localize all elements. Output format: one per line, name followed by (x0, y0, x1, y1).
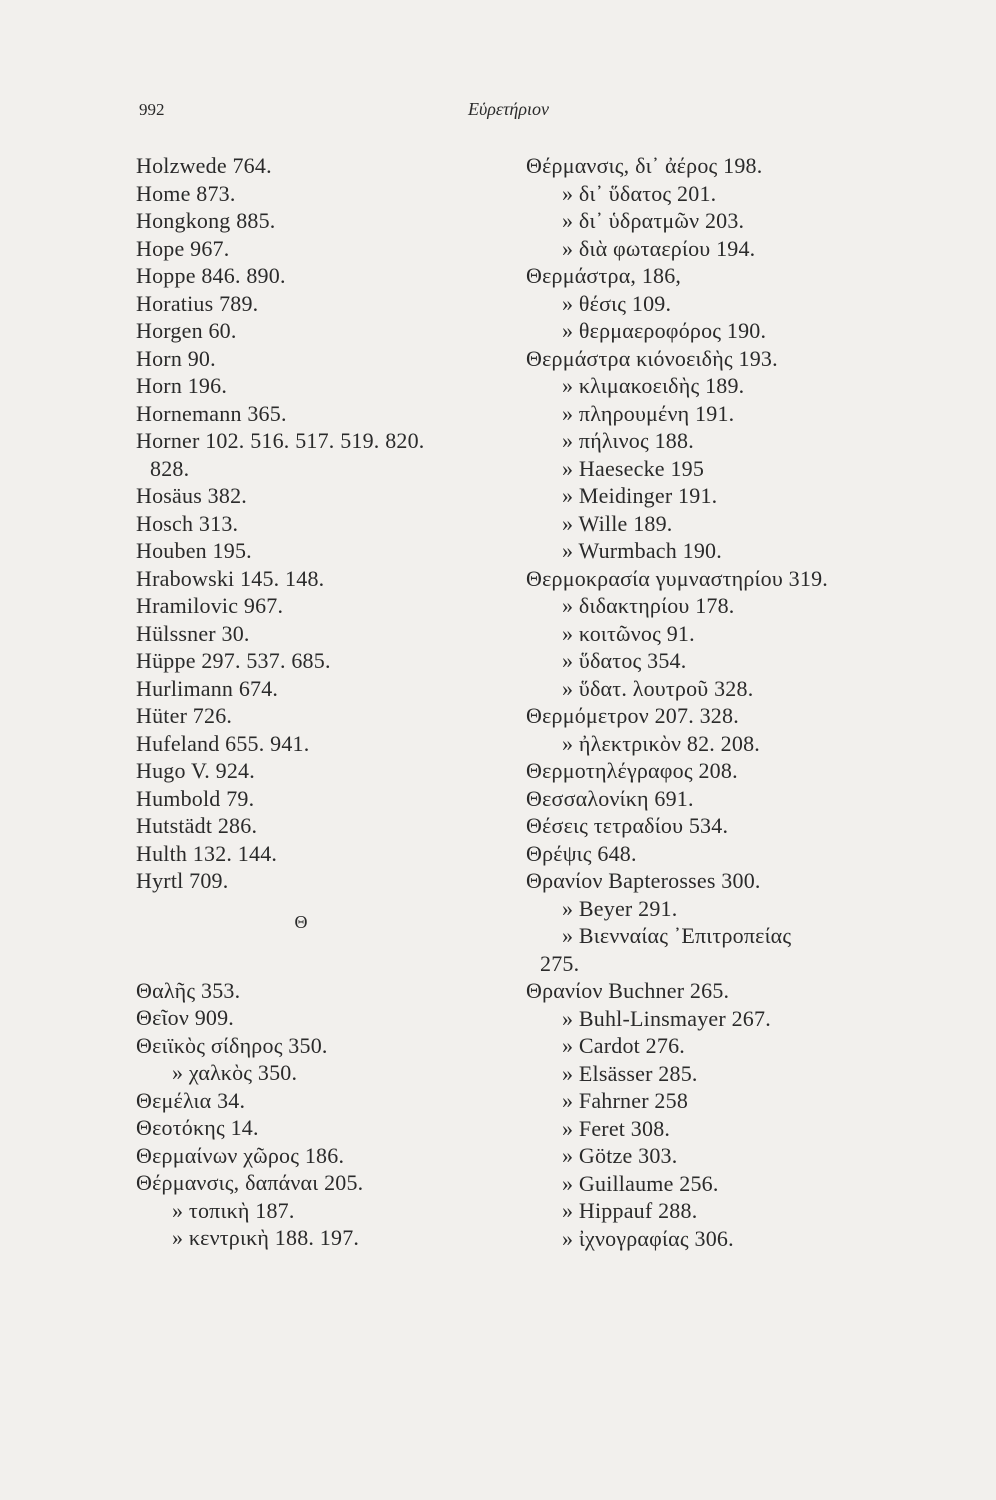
index-entry: Θερμάστρα, 186, (526, 263, 682, 288)
index-entry: » δι᾽ ὕδατος 201. (562, 180, 717, 206)
index-entry: Θερμοτηλέγραφος 208. (526, 758, 738, 783)
index-list-bottom (136, 977, 496, 1252)
index-list-right (526, 152, 926, 1252)
index-list-top (136, 152, 496, 895)
index-entry: 275. (540, 950, 580, 976)
index-entry: » διὰ φωταερίου 194. (562, 235, 756, 261)
index-entry: Hope 967. (136, 235, 230, 261)
index-entry: » δι᾽ ὑδρατμῶν 203. (562, 208, 745, 233)
index-entry: Hüppe 297. 537. 685. (136, 648, 331, 673)
index-entry: Θεμέλια 34. (136, 1087, 246, 1113)
index-entry: » Feret 308. (562, 1115, 671, 1141)
index-entry: » Elsässer 285. (562, 1060, 698, 1086)
index-entry: Θέσεις τετραδίου 534. (526, 813, 729, 838)
index-entry: » ὕδατος 354. (562, 648, 687, 673)
index-entry: » κοιτῶνος 91. (562, 620, 695, 646)
running-head: Εὑρετήριον (468, 99, 549, 119)
index-entry: Θεσσαλονίκη 691. (526, 785, 694, 811)
index-entry: Houben 195. (136, 538, 252, 563)
index-entry: » Wille 189. (562, 510, 673, 536)
index-entry: Hrabowski 145. 148. (136, 565, 325, 591)
index-entry: Horgen 60. (136, 318, 237, 343)
index-entry: » Guillaume 256. (562, 1170, 719, 1196)
index-entry: » κεντρικὴ 188. 197. (172, 1225, 360, 1250)
index-entry: Hramilovic 967. (136, 593, 284, 618)
index-entry: Θέρμανσις, δι᾽ ἀέρος 198. (526, 153, 763, 178)
index-entry: 828. (150, 455, 190, 481)
index-entry: Θερμόμετρον 207. 328. (526, 703, 739, 728)
index-entry: » πήλινος 188. (562, 428, 694, 453)
index-entry: Θεῖον 909. (136, 1005, 234, 1030)
index-entry: » ὕδατ. λουτροῦ 328. (562, 675, 754, 701)
index-entry: Hoppe 846. 890. (136, 263, 286, 288)
index-entry: Hongkong 885. (136, 208, 276, 233)
index-entry: » Wurmbach 190. (562, 538, 722, 563)
index-entry: » Meidinger 191. (562, 483, 718, 508)
index-entry: » πληρουμένη 191. (562, 400, 735, 426)
index-entry: » θερμαεροφόρος 190. (562, 318, 767, 343)
index-entry: Θέρμανσις, δαπάναι 205. (136, 1170, 364, 1195)
index-entry: Θαλῆς 353. (136, 977, 241, 1003)
index-entry: » θέσις 109. (562, 290, 672, 316)
index-entry: Holzwede 764. (136, 153, 272, 178)
page-number: 992 (139, 100, 165, 119)
index-entry: Θρέψις 648. (526, 840, 637, 866)
index-entry: » Cardot 276. (562, 1033, 685, 1058)
index-entry: Humbold 79. (136, 785, 255, 811)
index-entry: » Hippauf 288. (562, 1198, 698, 1223)
index-entry: Hutstädt 286. (136, 813, 258, 838)
index-entry: Θεοτόκης 14. (136, 1115, 259, 1140)
index-entry: » Haesecke 195 (562, 455, 705, 481)
index-entry: Θειϊκὸς σίδηρος 350. (136, 1032, 328, 1058)
index-entry: Θερμάστρα κιόνοειδὴς 193. (526, 345, 778, 371)
index-entry: Hornemann 365. (136, 400, 287, 426)
index-entry: Hosäus 382. (136, 483, 247, 508)
index-entry: » Βιενναίας ᾽Επιτροπείας (562, 923, 792, 948)
index-entry: Hosch 313. (136, 510, 239, 536)
index-entry: Hugo V. 924. (136, 758, 255, 783)
index-entry: Θερμοκρασία γυμναστηρίου 319. (526, 565, 828, 591)
index-entry: Hülssner 30. (136, 620, 250, 646)
index-entry: » ἰχνογραφίας 306. (562, 1225, 734, 1251)
section-letter-theta: Θ (294, 911, 308, 932)
index-entry: » κλιμακοειδὴς 189. (562, 373, 745, 398)
index-entry: » Fahrner 258 (562, 1088, 689, 1113)
index-entry: » τοπικὴ 187. (172, 1197, 295, 1223)
index-entry: Hurlimann 674. (136, 675, 279, 701)
index-entry: » Buhl-Linsmayer 267. (562, 1005, 771, 1031)
index-entry: » Beyer 291. (562, 895, 678, 921)
index-entry: Θερμαίνων χῶρος 186. (136, 1142, 345, 1168)
index-entry: Horn 90. (136, 345, 216, 371)
right-column (526, 152, 926, 1252)
index-entry: » ἠλεκτρικὸν 82. 208. (562, 730, 760, 756)
index-entry: Horner 102. 516. 517. 519. 820. (136, 428, 425, 453)
index-entry: » διδακτηρίου 178. (562, 593, 735, 618)
index-entry: Θρανίον Bapterosses 300. (526, 868, 761, 893)
index-entry: Θρανίον Buchner 265. (526, 978, 730, 1003)
index-entry: Hüter 726. (136, 703, 233, 728)
index-entry: Hyrtl 709. (136, 868, 229, 893)
index-entry: Home 873. (136, 180, 236, 206)
index-entry: » χαλκὸς 350. (172, 1060, 298, 1085)
index-entry: Hulth 132. 144. (136, 840, 278, 866)
index-entry: Horn 196. (136, 373, 228, 398)
index-entry: Hufeland 655. 941. (136, 730, 310, 756)
index-entry: Horatius 789. (136, 290, 259, 316)
left-column (136, 152, 496, 1252)
index-entry: » Götze 303. (562, 1143, 678, 1168)
